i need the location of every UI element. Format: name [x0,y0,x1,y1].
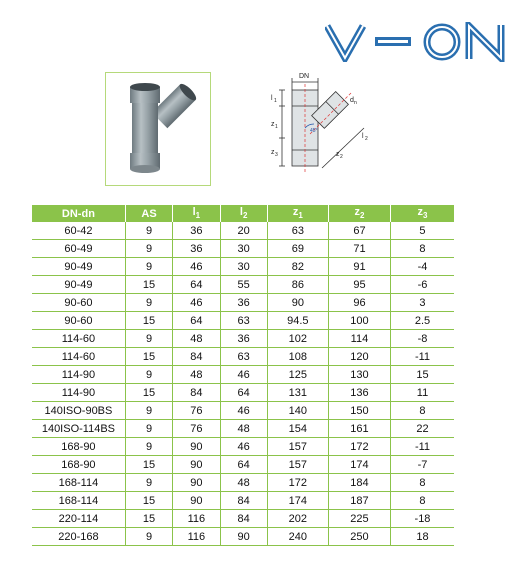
table-cell: 15 [125,276,172,294]
table-cell: 96 [328,294,390,312]
table-cell: 60-42 [32,222,125,240]
table-cell: 64 [220,384,267,402]
table-cell: 202 [267,510,328,528]
table-cell: 48 [173,366,220,384]
column-header-2 [173,205,220,222]
table-row [32,222,454,240]
table-cell: 90 [173,456,220,474]
drawing-label-l2: l [362,133,364,140]
table-cell: 90 [173,492,220,510]
table-cell: 15 [125,384,172,402]
table-cell: 11 [390,384,454,402]
table-cell: 157 [267,456,328,474]
table-cell: 114 [328,330,390,348]
table-cell: 20 [220,222,267,240]
table-cell: 63 [220,312,267,330]
brand-logo [325,22,510,62]
table-cell: 220-114 [32,510,125,528]
drawing-label-l1: l [271,95,273,102]
table-row [32,528,454,546]
column-header-text: l [239,206,243,219]
table-cell: 84 [220,492,267,510]
table-cell: 2.5 [390,312,454,330]
table-cell: 46 [220,438,267,456]
table-cell: 36 [220,294,267,312]
table-cell: 90 [267,294,328,312]
table-cell: 225 [328,510,390,528]
table-row [32,384,454,402]
table-row [32,438,454,456]
technical-drawing [262,68,382,192]
table-cell: 90 [173,438,220,456]
table-cell: 9 [125,366,172,384]
drawing-label-z3: z [271,149,275,156]
table-cell: 15 [125,510,172,528]
table-cell: 9 [125,294,172,312]
table-cell: 48 [220,474,267,492]
table-cell: 9 [125,474,172,492]
table-cell: 84 [173,348,220,366]
column-header-text: AS [141,207,157,220]
table-row [32,312,454,330]
table-cell: 130 [328,366,390,384]
table-cell: 168-90 [32,438,125,456]
table-cell: 114-60 [32,348,125,366]
table-cell: 174 [328,456,390,474]
table-cell: 60-49 [32,240,125,258]
table-cell: 8 [390,240,454,258]
table-cell: 18 [390,528,454,546]
table-cell: 36 [220,330,267,348]
table-row [32,294,454,312]
table-cell: 84 [173,384,220,402]
table-cell: 67 [328,222,390,240]
table-cell: 5 [390,222,454,240]
table-cell: 120 [328,348,390,366]
table-cell: 172 [267,474,328,492]
table-cell: 9 [125,258,172,276]
table-cell: 64 [220,456,267,474]
table-cell: -6 [390,276,454,294]
table-cell: 172 [328,438,390,456]
column-header-3 [220,205,267,222]
table-row [32,420,454,438]
column-header-text: l [192,206,196,219]
drawing-label-dn: DN [299,73,310,80]
table-cell: 22 [390,420,454,438]
drawing-label-angle: 45° [310,128,318,134]
column-header-subscript: 3 [423,211,428,221]
table-cell: 15 [125,492,172,510]
table-row [32,510,454,528]
table-cell: 9 [125,240,172,258]
table-cell: 9 [125,438,172,456]
column-header-subscript: 1 [298,211,303,221]
table-cell: 100 [328,312,390,330]
y-branch-fitting-image [106,73,210,185]
table-cell: 64 [173,276,220,294]
table-cell: 140 [267,402,328,420]
table-cell: 184 [328,474,390,492]
table-row [32,456,454,474]
table-row [32,276,454,294]
table-cell: 8 [390,474,454,492]
table-cell: 94.5 [267,312,328,330]
table-body [32,222,454,546]
table-cell: 90-49 [32,258,125,276]
table-cell: 90-60 [32,312,125,330]
drawing-label-z2: z [336,151,340,158]
table-cell: 108 [267,348,328,366]
table-cell: 140ISO-114BS [32,420,125,438]
table-cell: 30 [220,240,267,258]
table-cell: 48 [220,420,267,438]
drawing-label-d-sub: n [354,100,357,106]
table-cell: 46 [173,258,220,276]
table-cell: 90-60 [32,294,125,312]
table-cell: 86 [267,276,328,294]
table-cell: 150 [328,402,390,420]
table-cell: 69 [267,240,328,258]
table-cell: 174 [267,492,328,510]
table-cell: 63 [220,348,267,366]
table-cell: 157 [267,438,328,456]
table-cell: 102 [267,330,328,348]
table-cell: 168-114 [32,492,125,510]
table-cell: 90-49 [32,276,125,294]
table-cell: 84 [220,510,267,528]
table-cell: -11 [390,348,454,366]
column-header-6 [390,205,454,222]
table-row [32,402,454,420]
table-cell: 187 [328,492,390,510]
table-cell: 48 [173,330,220,348]
table-row [32,258,454,276]
table-cell: 46 [173,294,220,312]
drawing-label-z3-sub: 3 [275,152,278,158]
table-header-row [32,205,454,222]
table-cell: 8 [390,492,454,510]
table-row [32,366,454,384]
table-row [32,240,454,258]
table-cell: 36 [173,240,220,258]
column-header-subscript: 2 [359,211,365,221]
column-header-text: DN-dn [61,207,95,220]
table-cell: 8 [390,402,454,420]
table-cell: 220-168 [32,528,125,546]
column-header-0 [32,205,125,222]
column-header-text: z [417,206,424,219]
table-cell: -18 [390,510,454,528]
table-cell: 55 [220,276,267,294]
table-cell: 63 [267,222,328,240]
table-cell: 114-60 [32,330,125,348]
column-header-text: z [292,206,299,219]
table-cell: 15 [125,312,172,330]
column-header-5 [328,205,390,222]
table-cell: 9 [125,402,172,420]
table-cell: 114-90 [32,384,125,402]
drawing-label-l2-sub: 2 [365,136,368,142]
table-cell: 91 [328,258,390,276]
table-cell: 90 [220,528,267,546]
table-cell: 168-114 [32,474,125,492]
column-header-subscript: 1 [195,211,201,221]
table-cell: -11 [390,438,454,456]
table-cell: 36 [173,222,220,240]
drawing-label-z1: z [271,121,275,128]
table-cell: 9 [125,420,172,438]
table-cell: 116 [173,528,220,546]
table-cell: 82 [267,258,328,276]
table-cell: 64 [173,312,220,330]
drawing-label-z2-sub: 2 [340,154,343,160]
table-cell: -8 [390,330,454,348]
table-cell: 76 [173,420,220,438]
table-cell: 240 [267,528,328,546]
table-cell: 250 [328,528,390,546]
table-cell: 95 [328,276,390,294]
table-cell: 9 [125,222,172,240]
table-cell: 46 [220,402,267,420]
column-header-4 [267,205,328,222]
table-cell: 15 [125,348,172,366]
table-cell: 76 [173,402,220,420]
table-cell: 15 [125,456,172,474]
product-photo [105,72,211,186]
table-cell: 131 [267,384,328,402]
table-cell: 116 [173,510,220,528]
drawing-label-z1-sub: 1 [275,124,278,130]
table-cell: 9 [125,528,172,546]
table-cell: 30 [220,258,267,276]
table-cell: 114-90 [32,366,125,384]
table-cell: 168-90 [32,456,125,474]
table-cell: 9 [125,330,172,348]
table-cell: 161 [328,420,390,438]
table-cell: 46 [220,366,267,384]
table-row [32,492,454,510]
table-cell: 136 [328,384,390,402]
column-header-subscript: 2 [242,211,248,221]
table-cell: 3 [390,294,454,312]
table-cell: 154 [267,420,328,438]
table-cell: 125 [267,366,328,384]
drawing-label-l1-sub: 1 [274,98,277,104]
table-cell: 71 [328,240,390,258]
column-header-text: z [354,206,360,219]
table-cell: -7 [390,456,454,474]
table-row [32,330,454,348]
column-header-1 [125,205,172,222]
dimensions-table [32,205,454,546]
table-cell: 140ISO-90BS [32,402,125,420]
drawing-label-d: d [350,97,354,104]
table-row [32,474,454,492]
table-row [32,348,454,366]
table-cell: -4 [390,258,454,276]
table-cell: 15 [390,366,454,384]
table-cell: 90 [173,474,220,492]
